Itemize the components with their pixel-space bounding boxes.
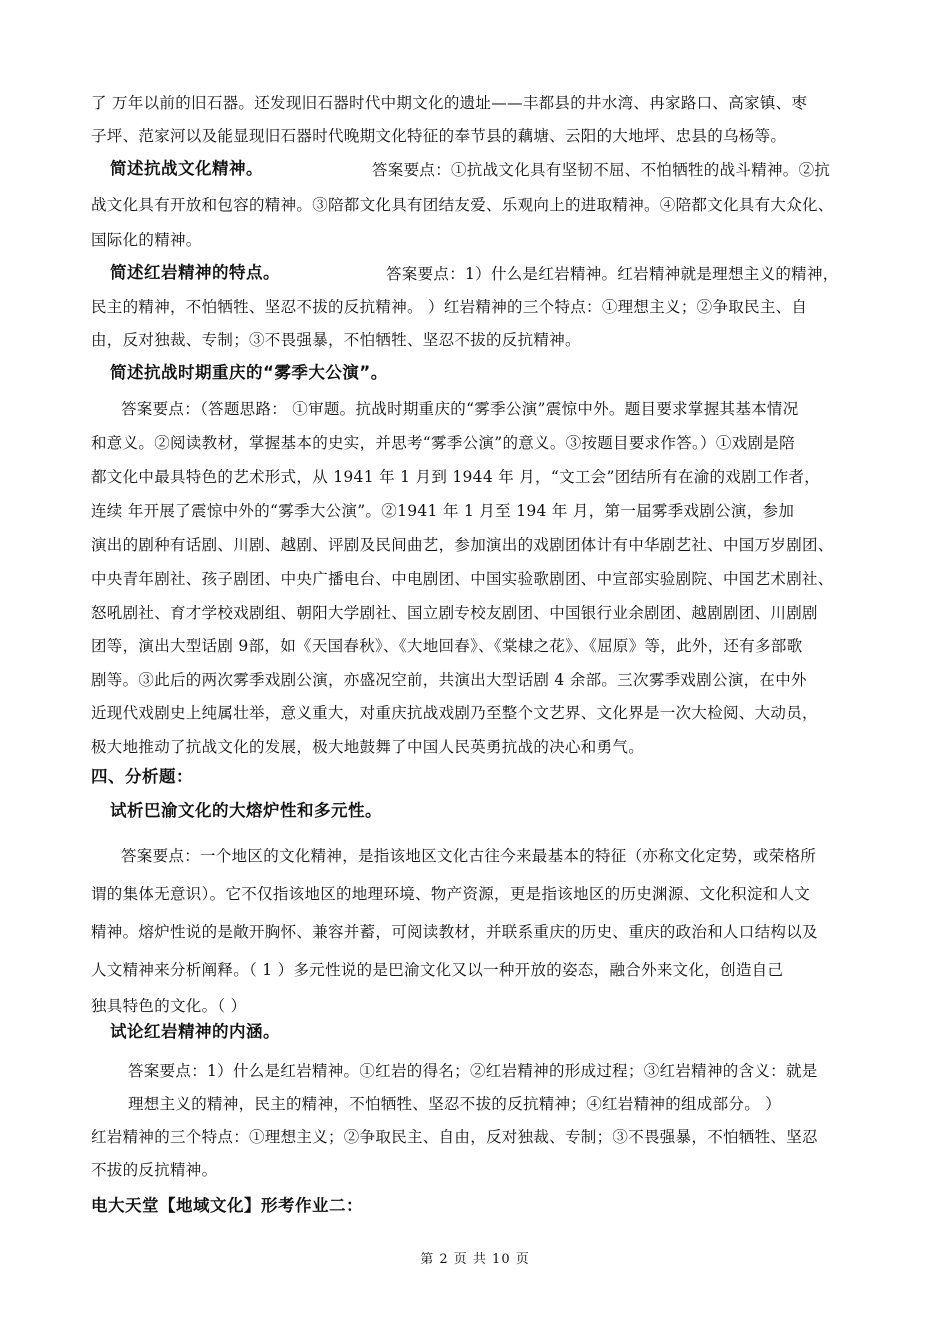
answer-line: 团等，演出大型话剧 9部，如《天国春秋》、《大地回春》、《棠棣之花》、《屈原》等，此外，还有多部歌 — [91, 637, 803, 655]
answer-line: 独具特色的文化。（ ） — [91, 997, 247, 1015]
answer-line: 近现代戏剧史上纯属壮举，意义重大，对重庆抗战戏剧乃至整个文艺界、文化界是一次大检阅、大动员， — [91, 704, 818, 722]
answer-line: 战文化具有开放和包容的精神。③陪都文化具有团结友爱、乐观向上的进取精神。④陪都文化具有大众化、 — [91, 196, 834, 214]
answer-line: 人文精神来分析阐释。（ 1 ）多元性说的是巴渝文化又以一种开放的姿态，融合外来文化，创造自己 — [91, 961, 784, 979]
answer-line: 谓的集体无意识）。它不仅指该地区的地理环境、物产资源，更是指该地区的历史渊源、文化积淀和人文 — [91, 885, 811, 903]
answer-line: 中央青年剧社、孩子剧团、中央广播电台、中电剧团、中国实验歌剧团、中宣部实验剧院、中国艺术剧社、 — [91, 570, 834, 588]
answer-line: 民主的精神，不怕牺牲、坚忍不拔的反抗精神。 ）红岩精神的三个特点：①理想主义；②争取民主、自 — [91, 298, 808, 316]
answer-line: 答案要点：1）什么是红岩精神。红岩精神就是理想主义的精神， — [386, 265, 839, 283]
question-title: 试论红岩精神的内涵。 — [110, 1022, 280, 1041]
page-footer: 第 2 页 共 10 页 — [420, 1252, 530, 1267]
question-title: 简述抗战时期重庆的“雾季大公演”。 — [110, 363, 388, 382]
answer-line: 怒吼剧社、育才学校戏剧组、朝阳大学剧社、国立剧专校友剧团、中国银行业余剧团、越剧剧团、川剧剧 — [91, 604, 818, 622]
question-title: 试析巴渝文化的大熔炉性和多元性。 — [110, 801, 382, 820]
answer-line: 国际化的精神。 — [91, 231, 202, 249]
question-title: 简述抗战文化精神。 — [110, 159, 263, 178]
answer-line: 精神。熔炉性说的是敞开胸怀、兼容并蓄，可阅读教材，并联系重庆的历史、重庆的政治和人口结构以及 — [91, 923, 818, 941]
answer-line: 剧等。③此后的两次雾季戏剧公演，亦盛况空前，共演出大型话剧 4 余部。三次雾季戏剧公演，在中外 — [91, 671, 807, 689]
paragraph-line: 子坪、范家河以及能显现旧石器时代晚期文化特征的奉节县的藕塘、云阳的大地坪、忠县的乌杨等。 — [91, 127, 787, 145]
answer-line: 理想主义的精神，民主的精神，不怕牺牲、坚忍不拔的反抗精神；④红岩精神的组成部分。 ） — [128, 1095, 782, 1113]
answer-line: 答案要点：（答题思路： ①审题。抗战时期重庆的“雾季公演”震惊中外。题目要求掌握其基本情况 — [121, 400, 799, 418]
answer-line: 连续 年开展了震惊中外的“雾季大公演”。②1941 年 1 月至 194 年 月，第一届雾季戏剧公演，参加 — [91, 502, 795, 520]
answer-line: 由，反对独裁、专制；③不畏强暴，不怕牺牲、坚忍不拔的反抗精神。 — [91, 331, 581, 349]
next-section-heading: 电大天堂【地域文化】形考作业二： — [91, 1196, 363, 1215]
answer-line: 答案要点：一个地区的文化精神，是指该地区文化古往今来最基本的特征（亦称文化定势，或荣格所 — [121, 847, 817, 865]
answer-line: 极大地推动了抗战文化的发展，极大地鼓舞了中国人民英勇抗战的决心和勇气。 — [91, 738, 645, 756]
answer-line: 答案要点：①抗战文化具有坚韧不屈、不怕牺牲的战斗精神。②抗 — [372, 161, 831, 179]
answer-line: 红岩精神的三个特点：①理想主义；②争取民主、自由，反对独裁、专制；③不畏强暴，不怕牺牲、坚忍 — [91, 1128, 818, 1146]
answer-line: 答案要点：1）什么是红岩精神。①红岩的得名；②红岩精神的形成过程；③红岩精神的含义：就是 — [128, 1062, 818, 1080]
answer-line: 和意义。②阅读教材，掌握基本的史实，并思考“雾季公演”的意义。③按题目要求作答。）①戏剧是陪 — [91, 434, 795, 452]
answer-line: 演出的剧种有话剧、川剧、越剧、评剧及民间曲艺，参加演出的戏剧团体计有中华剧艺社、中国万岁剧团、 — [91, 536, 834, 554]
question-title: 简述红岩精神的特点。 — [110, 263, 280, 282]
answer-line: 都文化中最具特色的艺术形式，从 1941 年 1 月到 1944 年 月，“文工会”团结所有在渝的戏剧工作者， — [91, 468, 821, 486]
answer-line: 不拔的反抗精神。 — [91, 1161, 218, 1179]
paragraph-line: 了 万年以前的旧石器。还发现旧石器时代中期文化的遗址——丰都县的井水湾、冉家路口、高家镇、枣 — [91, 94, 808, 112]
section-heading: 四、分析题： — [91, 767, 193, 786]
